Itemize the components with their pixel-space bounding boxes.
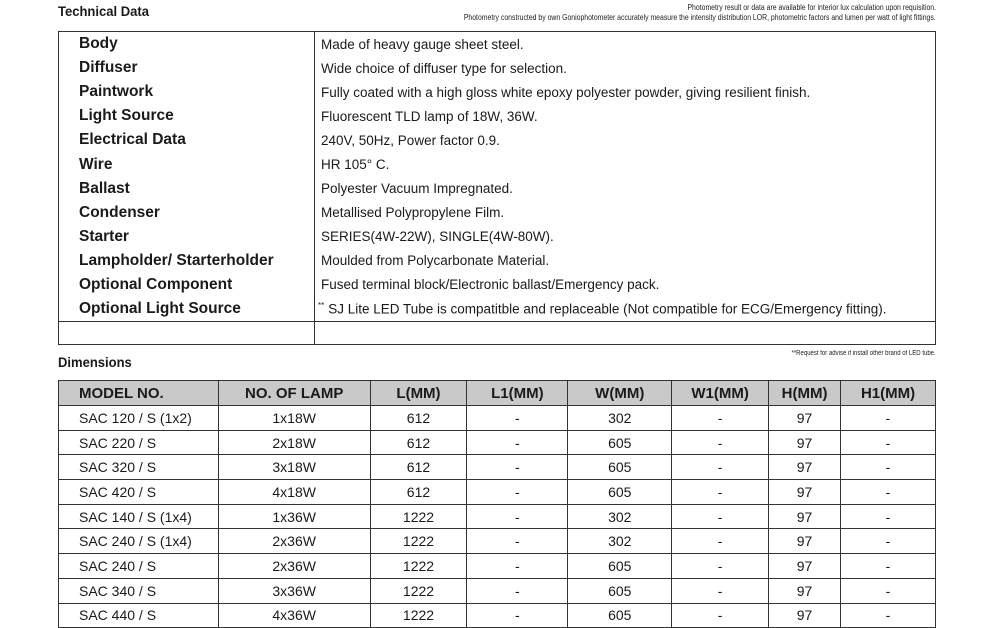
- table-cell: 97: [769, 504, 841, 529]
- spec-value: [315, 322, 936, 345]
- table-cell: -: [841, 430, 936, 455]
- table-row: [59, 455, 936, 480]
- table-cell: -: [672, 578, 769, 603]
- table-cell: -: [467, 480, 568, 505]
- spec-value-text: SJ Lite LED Tube is compatitble and replaceable (Not compatible for ECG/Emergency fitting).: [328, 301, 887, 317]
- spec-label: Ballast: [59, 177, 315, 201]
- table-cell: -: [841, 554, 936, 579]
- spec-label: Optional Light Source: [59, 297, 315, 322]
- table-cell: -: [467, 529, 568, 554]
- table-cell: -: [467, 504, 568, 529]
- table-cell: -: [467, 603, 568, 628]
- table-cell: 612: [370, 455, 467, 480]
- table-cell: 302: [568, 529, 672, 554]
- table-cell: 2x36W: [218, 529, 370, 554]
- spec-row: [59, 225, 936, 249]
- spec-value: [315, 56, 936, 80]
- spec-value-text: Fluorescent TLD lamp of 18W, 36W.: [321, 108, 538, 124]
- spec-label: Lampholder/ Starterholder: [59, 249, 315, 273]
- table-cell: -: [467, 578, 568, 603]
- table-cell: -: [841, 603, 936, 628]
- column-header: L1(MM): [467, 381, 568, 406]
- table-cell: 2x36W: [218, 554, 370, 579]
- table-cell: 2x18W: [218, 430, 370, 455]
- table-cell: 1222: [370, 578, 467, 603]
- spec-blank-row: [59, 322, 936, 345]
- table-cell: 1222: [370, 603, 467, 628]
- table-cell: -: [672, 430, 769, 455]
- spec-row: [59, 273, 936, 297]
- table-row: [59, 554, 936, 579]
- table-cell: SAC 340 / S: [59, 578, 219, 603]
- spec-value: [315, 128, 936, 152]
- table-cell: SAC 140 / S (1x4): [59, 504, 219, 529]
- table-cell: -: [841, 578, 936, 603]
- spec-value-text: SERIES(4W-22W), SINGLE(4W-80W).: [321, 229, 554, 245]
- spec-row: [59, 80, 936, 104]
- column-header: NO. OF LAMP: [218, 381, 370, 406]
- led-tube-note: **Request for advise if install other brand of LED tube.: [791, 350, 936, 357]
- spec-value: [315, 201, 936, 225]
- table-cell: -: [672, 480, 769, 505]
- photometry-note-2: Photometry constructed by own Goniophotometer accurately measure the intensity distribution LOR, photometric factors and lumen per watt of light fittings.: [464, 13, 936, 22]
- table-cell: 1x18W: [218, 406, 370, 431]
- dimensions-title: Dimensions: [58, 354, 132, 370]
- table-cell: 605: [568, 603, 672, 628]
- table-cell: -: [672, 406, 769, 431]
- table-cell: 1222: [370, 554, 467, 579]
- spec-row: [59, 128, 936, 152]
- spec-label: Diffuser: [59, 56, 315, 80]
- spec-label: Wire: [59, 152, 315, 176]
- spec-row: [59, 152, 936, 176]
- table-cell: -: [672, 603, 769, 628]
- spec-value-text: 240V, 50Hz, Power factor 0.9.: [321, 132, 500, 148]
- table-cell: 97: [769, 554, 841, 579]
- column-header: H1(MM): [841, 381, 936, 406]
- table-cell: 97: [769, 406, 841, 431]
- table-cell: SAC 320 / S: [59, 455, 219, 480]
- column-header: W1(MM): [672, 381, 769, 406]
- table-cell: SAC 440 / S: [59, 603, 219, 628]
- table-cell: -: [467, 455, 568, 480]
- table-cell: 612: [370, 480, 467, 505]
- column-header: H(MM): [769, 381, 841, 406]
- spec-row: [59, 249, 936, 273]
- spec-row: [59, 104, 936, 128]
- table-cell: 3x18W: [218, 455, 370, 480]
- table-cell: 605: [568, 480, 672, 505]
- table-cell: 612: [370, 406, 467, 431]
- table-cell: 4x36W: [218, 603, 370, 628]
- spec-value-text: Moulded from Polycarbonate Material.: [321, 253, 550, 269]
- spec-value: [315, 104, 936, 128]
- spec-value-text: Fused terminal block/Electronic ballast/Emergency pack.: [321, 277, 660, 293]
- table-cell: -: [467, 430, 568, 455]
- table-cell: -: [672, 554, 769, 579]
- table-cell: -: [672, 504, 769, 529]
- photometry-note-1: Photometry result or data are available for interior lux calculation upon requisition.: [687, 3, 936, 12]
- table-cell: 605: [568, 578, 672, 603]
- table-cell: SAC 240 / S (1x4): [59, 529, 219, 554]
- spec-row: [59, 177, 936, 201]
- spec-value: [315, 273, 936, 297]
- table-cell: SAC 120 / S (1x2): [59, 406, 219, 431]
- footnote-marker: **: [318, 301, 325, 311]
- table-row: [59, 480, 936, 505]
- table-row: [59, 430, 936, 455]
- table-cell: 97: [769, 430, 841, 455]
- spec-label: Starter: [59, 225, 315, 249]
- table-cell: 302: [568, 504, 672, 529]
- spec-label: Electrical Data: [59, 128, 315, 152]
- table-cell: 302: [568, 406, 672, 431]
- technical-data-table: [58, 31, 936, 345]
- table-cell: 612: [370, 430, 467, 455]
- table-cell: 605: [568, 455, 672, 480]
- spec-label: [59, 322, 315, 345]
- table-cell: 4x18W: [218, 480, 370, 505]
- table-cell: 97: [769, 603, 841, 628]
- table-cell: -: [841, 455, 936, 480]
- spec-label: Condenser: [59, 201, 315, 225]
- spec-value-text: Wide choice of diffuser type for selection.: [321, 60, 567, 76]
- table-cell: 3x36W: [218, 578, 370, 603]
- spec-value: [315, 152, 936, 176]
- table-cell: 97: [769, 455, 841, 480]
- dimensions-header-row: [59, 381, 936, 406]
- spec-label: Optional Component: [59, 273, 315, 297]
- table-cell: SAC 420 / S: [59, 480, 219, 505]
- technical-data-title: Technical Data: [58, 3, 149, 19]
- column-header: W(MM): [568, 381, 672, 406]
- table-cell: 605: [568, 430, 672, 455]
- spec-value-text: Made of heavy gauge sheet steel.: [321, 36, 524, 52]
- table-cell: 1x36W: [218, 504, 370, 529]
- table-row: [59, 529, 936, 554]
- spec-value: [315, 32, 936, 57]
- spec-value-text: Metallised Polypropylene Film.: [321, 205, 505, 221]
- table-row: [59, 603, 936, 628]
- spec-row: [59, 56, 936, 80]
- column-header: L(MM): [370, 381, 467, 406]
- table-row: [59, 504, 936, 529]
- table-cell: -: [841, 406, 936, 431]
- table-cell: -: [672, 529, 769, 554]
- dimensions-table: [58, 380, 936, 628]
- table-cell: -: [672, 455, 769, 480]
- spec-value: [315, 249, 936, 273]
- spec-label: Body: [59, 32, 315, 57]
- spec-value-text: Fully coated with a high gloss white epoxy polyester powder, giving resilient finish.: [321, 84, 811, 100]
- table-cell: SAC 240 / S: [59, 554, 219, 579]
- column-header: MODEL NO.: [59, 381, 219, 406]
- spec-value: [315, 225, 936, 249]
- table-cell: -: [841, 504, 936, 529]
- spec-value: [315, 297, 936, 322]
- table-cell: 1222: [370, 504, 467, 529]
- spec-label: Light Source: [59, 104, 315, 128]
- table-cell: 605: [568, 554, 672, 579]
- table-cell: -: [467, 406, 568, 431]
- spec-value-text: Polyester Vacuum Impregnated.: [321, 181, 513, 197]
- spec-row: [59, 297, 936, 322]
- spec-value: [315, 177, 936, 201]
- table-row: [59, 406, 936, 431]
- table-row: [59, 578, 936, 603]
- spec-row: [59, 32, 936, 57]
- table-cell: 1222: [370, 529, 467, 554]
- table-cell: -: [841, 480, 936, 505]
- table-cell: SAC 220 / S: [59, 430, 219, 455]
- spec-row: [59, 201, 936, 225]
- table-cell: 97: [769, 529, 841, 554]
- spec-label: Paintwork: [59, 80, 315, 104]
- spec-value: [315, 80, 936, 104]
- table-cell: -: [841, 529, 936, 554]
- table-cell: 97: [769, 480, 841, 505]
- table-cell: -: [467, 554, 568, 579]
- spec-value-text: HR 105° C.: [321, 157, 390, 173]
- table-cell: 97: [769, 578, 841, 603]
